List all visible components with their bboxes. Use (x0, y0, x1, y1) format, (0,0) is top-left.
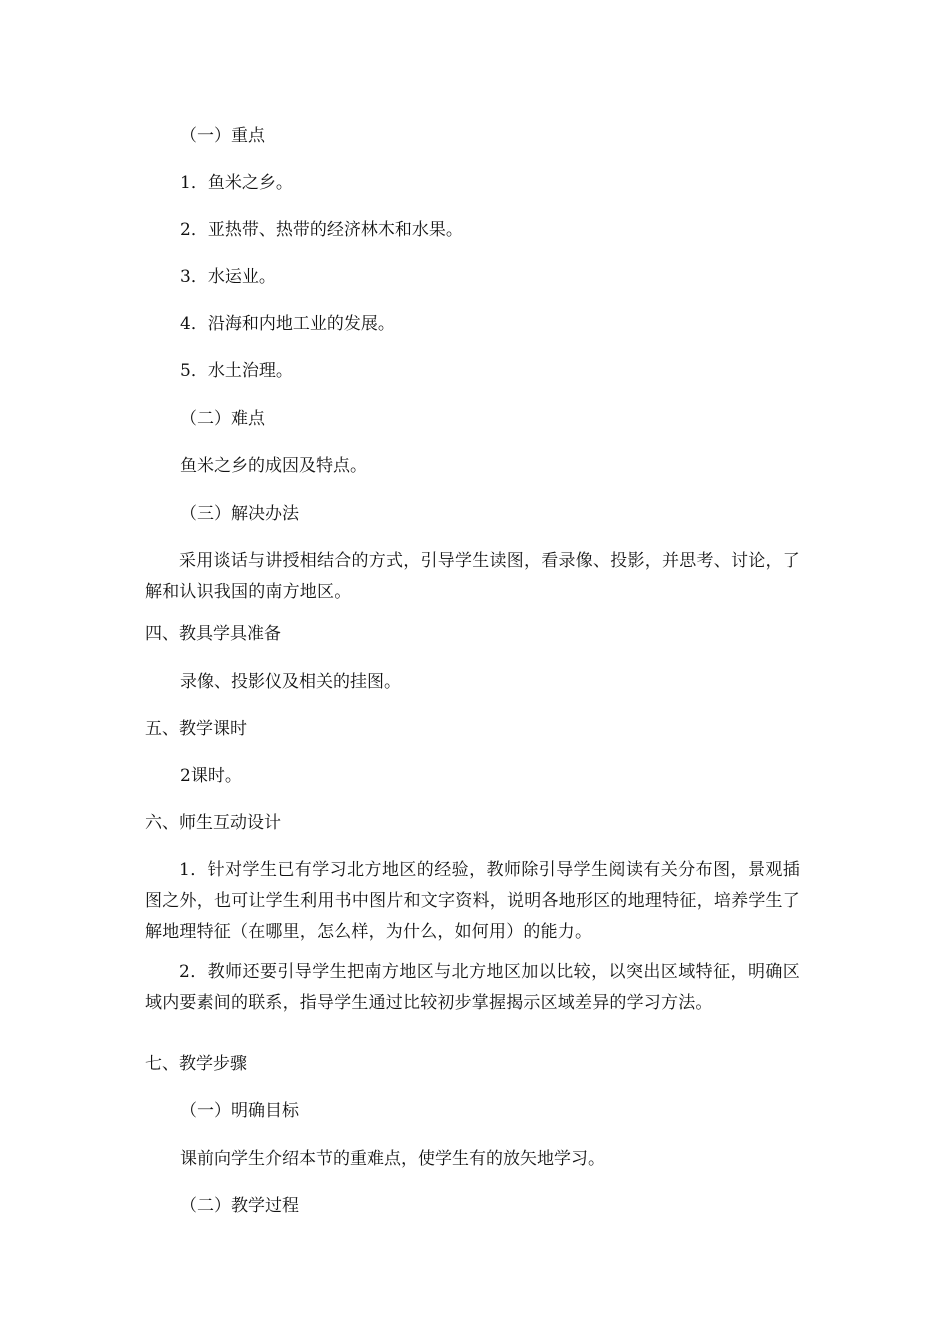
paragraph: 鱼米之乡的成因及特点。 (180, 456, 367, 476)
section-heading: 五、教学课时 (145, 719, 247, 739)
subheading-process: （二）教学过程 (180, 1196, 299, 1216)
paragraph: 2课时。 (180, 766, 242, 786)
heading-difficult-points: （二）难点 (180, 409, 265, 429)
subheading-objectives: （一）明确目标 (180, 1101, 299, 1121)
section-heading: 四、教具学具准备 (145, 624, 281, 644)
paragraph: 2．教师还要引导学生把南方地区与北方地区加以比较，以突出区域特征，明确区域内要素间的联系，指导学生通过比较初步掌握揭示区域差异的学习方法。 (145, 962, 800, 1013)
heading-key-points: （一）重点 (180, 126, 265, 146)
list-item: 5．水土治理。 (180, 361, 293, 381)
paragraph: 1．针对学生已有学习北方地区的经验，教师除引导学生阅读有关分布图，景观插图之外，也可让学生利用书中图片和文字资料，说明各地形区的地理特征，培养学生了解地理特征（在哪里，怎么样，为什么，如何用）的能力。 (145, 860, 800, 942)
list-item: 4．沿海和内地工业的发展。 (180, 314, 395, 334)
list-item: 2．亚热带、热带的经济林木和水果。 (180, 220, 463, 240)
section-heading: 七、教学步骤 (145, 1054, 247, 1074)
paragraph: 课前向学生介绍本节的重难点，使学生有的放矢地学习。 (180, 1149, 605, 1169)
list-item: 3．水运业。 (180, 267, 276, 287)
heading-solution: （三）解决办法 (180, 504, 299, 524)
paragraph: 录像、投影仪及相关的挂图。 (180, 672, 401, 692)
list-item: 1．鱼米之乡。 (180, 173, 293, 193)
paragraph: 采用谈话与讲授相结合的方式，引导学生读图，看录像、投影，并思考、讨论，了解和认识我国的南方地区。 (145, 551, 800, 602)
section-heading: 六、师生互动设计 (145, 813, 281, 833)
